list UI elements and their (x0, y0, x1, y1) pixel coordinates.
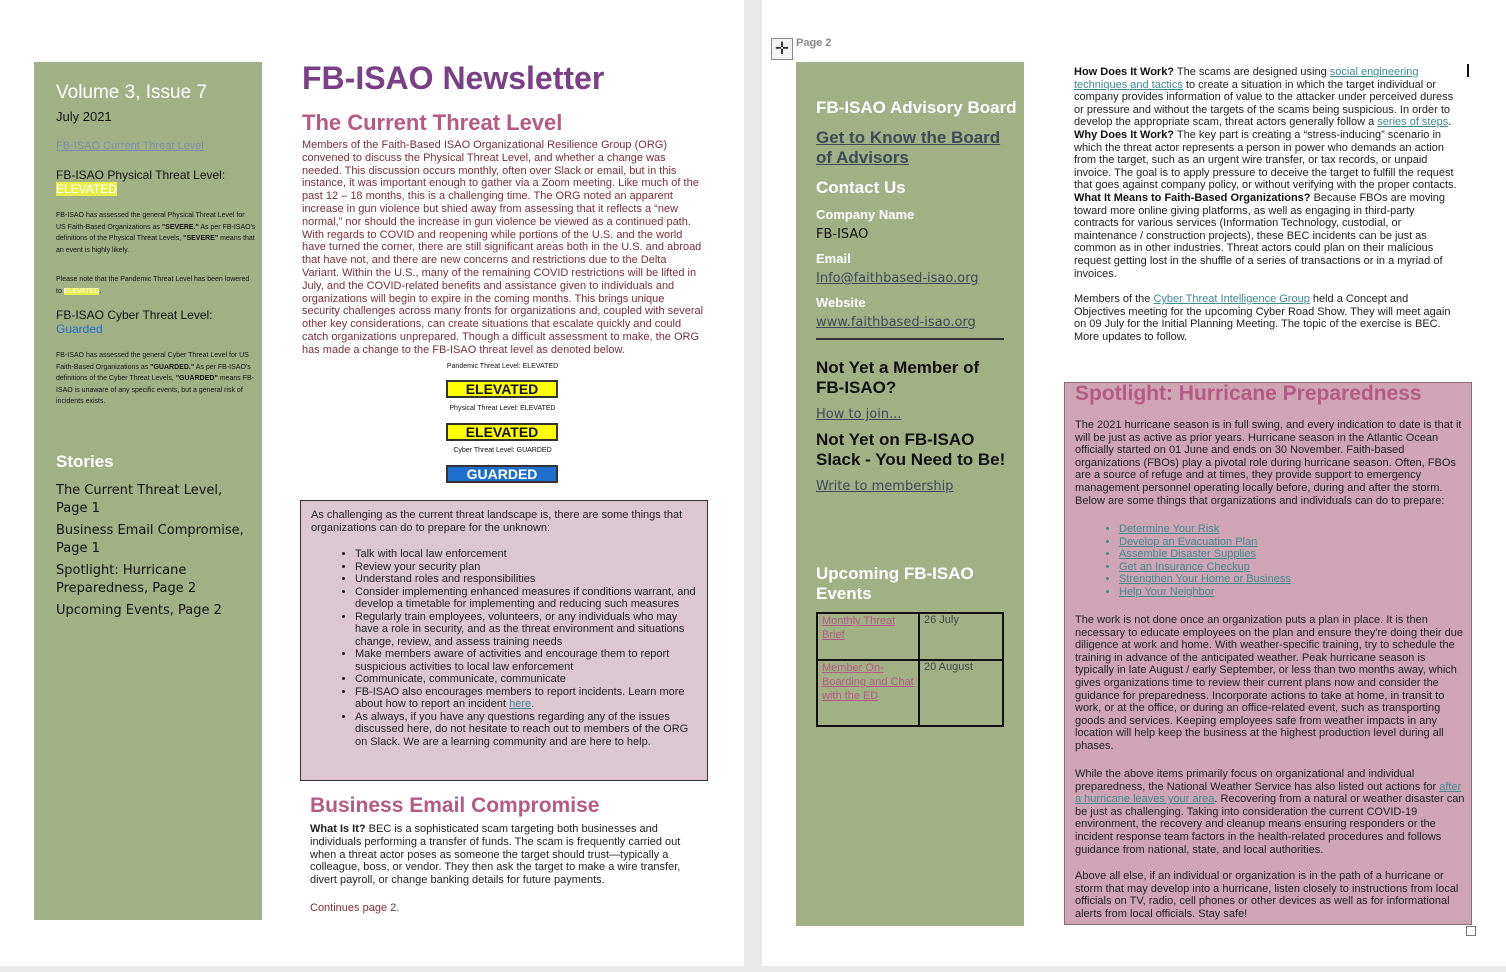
list-item: • Regularly train employees, volunteers, or any individuals who may have a role in security, and as the threat environment and situations change, review, and assess training needs (355, 611, 700, 649)
threat-level-body: Members of the Faith-Based ISAO Organizational Resilience Group (ORG) convened to discuss the Physical Threat Level, and whether a change was needed. This discussion occurs monthly, often over Slack or email, but in this instance, it was important enough to gather via a Zoom meeting. Like much of the past 12 – 18 months, this is a challenging time. The ORG noted an apparent increase in gun violence but shied away from assessing that it reflects a “new normal,” nor should the increase in gun violence be viewed as a continued path. With regards to COVID and reopening while portions of the U.S. and the world have turned the corner, there are still significant areas both in the U.S. and abroad that have not, and there are new concerns and restrictions due to the Delta Variant. Within the U.S., many of the remaining COVID restrictions will be lifted in July, and the COVID-related benefits and assistance given to individuals and organizations will begin to expire in the coming months. This brings unique security challenges across many fronts for organizations and, coupled with several other key considerations, can create situations that escalate quickly and could catch organizations unprepared. Though a difficult assessment to make, the ORG has made a change to the FB-ISAO threat level as denoted below. (302, 139, 704, 356)
story-item: The Current Threat Level, Page 1 (56, 483, 223, 516)
how-paragraph: How Does It Work? The scams are designed using social engineering techniques and tactics to create a situation in which the target individual or company provides information of value to the attacker under perceived duress or pressure and without the targets of the scams being suspicious. In order to develop the appropriate scam, threat actors generally follow a series of steps. (1074, 66, 1454, 129)
event-link[interactable]: Member On-Boarding and Chat with the ED (817, 660, 919, 726)
stories-heading: Stories (56, 452, 114, 471)
social-engineering-link[interactable]: social engineering techniques and tactics (1074, 66, 1419, 91)
slack-title: Not Yet on FB-ISAO Slack - You Need to Be! (816, 430, 1006, 469)
page-2-label: Page 2 (796, 37, 832, 49)
stories-list (56, 482, 256, 624)
text-cursor (1467, 64, 1469, 77)
list-item: • Understand roles and responsibilities (355, 573, 700, 586)
pandemic-note: Please note that the Pandemic Threat Level has been lowered to ELEVATED. (56, 276, 250, 295)
events-table (816, 612, 1004, 727)
list-item: • Talk with local law enforcement (355, 548, 700, 561)
why-paragraph: Why Does It Work? The key part is creating a “stress-inducing” scenario in which the threat actor represents a person in power who demands an action from the target, such as an urgent wire transfer, or tax records, or unpaid invoice. The goal is to apply pressure to deceive the target to fulfill the request that goes against company policy, or without verifying with the proper contacts. (1074, 128, 1457, 192)
physical-threat-text: FB-ISAO has assessed the general Physical Threat Level for US Faith-Based Organizations as "SEVERE." As per FB-ISAO's definitions of the Physical Threat Levels, "SEVERE" means that an event is highly likely. (56, 212, 256, 254)
physical-threat-heading: FB-ISAO Physical Threat Level: ELEVATED (56, 168, 226, 196)
company-label: Company Name (816, 207, 915, 222)
event-link[interactable]: Monthly Threat Brief (817, 613, 919, 660)
table-row (817, 660, 1003, 726)
physical-threat-value: ELEVATED (56, 182, 117, 196)
members-paragraph: Members of the Cyber Threat Intelligence Group held a Concept and Objectives meeting for the upcoming Cyber Road Show. They will meet again on 09 July for the Initial Planning Meeting. The topic of the exercise is BEC. More updates to follow. (1074, 293, 1451, 343)
join-link[interactable]: How to join... (816, 407, 902, 422)
advisory-title: FB-ISAO Advisory Board (816, 98, 1017, 117)
after-hurricane-link[interactable]: after a hurricane leaves your area (1075, 780, 1462, 806)
callout-list (355, 548, 700, 748)
what-paragraph: What It Means to Faith-Based Organizations? Because FBOs are moving toward more online giving platforms, as well as engaging in third-party contracts for various services (Information Technology, custodial, or maintenance / construction projects), these BEC incidents can be just as common as in other industries. Threat actors could plan on their malicious request getting lost in the shuffle of a series of transactions or in a myriad of invoices. (1074, 191, 1446, 280)
cyber-threat-value: Guarded (56, 322, 103, 336)
prep-link[interactable]: • Develop an Evacuation Plan (1119, 536, 1439, 549)
bec-title: Business Email Compromise (310, 794, 600, 817)
list-item: • Consider implementing enhanced measures if conditions warrant, and develop a timetable for implementing and reducing such measures (355, 586, 700, 611)
email-label: Email (816, 251, 851, 266)
prep-link[interactable]: • Strengthen Your Home or Business (1119, 573, 1439, 586)
bec-continued (1074, 66, 1462, 343)
list-item: • Communicate, communicate, communicate (355, 673, 700, 686)
physical-level-badge: ELEVATED (446, 423, 558, 441)
preparedness-links (1119, 523, 1439, 599)
member-title: Not Yet a Member of FB-ISAO? (816, 358, 980, 397)
pandemic-value: ELEVATED (63, 287, 100, 295)
prep-link[interactable]: • Assemble Disaster Supplies (1119, 548, 1439, 561)
cyber-level-badge: GUARDED (446, 465, 558, 483)
page2-sidebar (796, 62, 1024, 926)
issue-date: July 2021 (56, 109, 112, 124)
bec-body: What Is It? BEC is a sophisticated scam targeting both businesses and individuals performing a transfer of funds. The scam is frequently carried out when a threat actor poses as someone the target should trust—typically a colleague, boss, or vendor. They then ask the target to make a wire transfer, divert payroll, or change banking details for future payments. (310, 823, 681, 887)
level-caption: Physical Threat Level: ELEVATED (449, 405, 556, 412)
spotlight-intro: The 2021 hurricane season is in full swing, and every indication to date is that it will be just as active as prior years. Hurricane season in the Atlantic Ocean officially started on 01 June and ends on 30 November. Faith-based organizations (FBOs) play a pivotal role during hurricane season. Often, FBOs are a source of refuge and at times, they provide support to emergency management personnel operating locally before, during and after the storm. Below are some things that organizations and individuals can do to prepare: (1075, 419, 1462, 507)
level-caption: Pandemic Threat Level: ELEVATED (446, 363, 559, 370)
cyber-threat-heading: FB-ISAO Cyber Threat Level: Guarded (56, 308, 213, 336)
story-item: Business Email Compromise, Page 1 (56, 523, 244, 556)
divider (816, 338, 1004, 340)
contact-title: Contact Us (816, 178, 906, 197)
spotlight-title: Spotlight: Hurricane Preparedness (1075, 382, 1422, 405)
list-item: • As always, if you have any questions regarding any of the issues discussed here, do not hesitate to reach out to members of the ORG on Slack. We are a learning community and are here to help. (355, 711, 700, 749)
prep-link[interactable]: • Determine Your Risk (1119, 523, 1439, 536)
move-handle-icon[interactable]: ✛ (771, 38, 793, 60)
company-value: FB-ISAO (816, 227, 869, 242)
website-label: Website (816, 295, 866, 310)
story-item: Upcoming Events, Page 2 (56, 603, 222, 618)
cyber-threat-group-link[interactable]: Cyber Threat Intelligence Group (1153, 293, 1310, 306)
cyber-threat-text: FB-ISAO has assessed the general Cyber Threat Level for US Faith-Based Organizations as "GUARDED." As per FB-ISAO's definitions of the Cyber Threat Levels, "GUARDED" means FB-ISAO is unaware of any specific events, but a general risk of incidents exists. (56, 352, 254, 405)
callout-intro: As challenging as the current threat landscape is, there are some things that organizations can do to prepare for the unknown: (311, 509, 683, 534)
spotlight-paragraph: The work is not done once an organization puts a plan in place. It is then necessary to educate employees on the plan and ensure they're doing their due diligence at work and home. With weather-specific training, try to schedule the training in advance of the anticipated weather. Peak hurricane season is typically in late August / early September, or less than two months away, which gives organizations time to review their current plans now and consider the guidance for preparedness. Incorporate actions to take at home, in transit to work, or at the office, or during an office-related event, such as transporting goods and services. Keeping employees safe from weather impacts in any location will help keep the business at the highest production level during all phases. (1075, 614, 1463, 752)
email-link[interactable]: Info@faithbased-isao.org (816, 271, 979, 286)
list-item: • Review your security plan (355, 561, 700, 574)
spotlight-paragraph: Above all else, if an individual or organization is in the path of a hurricane or storm that may develop into a hurricane, listen closely to instructions from local officials on TV, radio, cell phones or other devices as well as for informational alerts from local officials. Stay safe! (1075, 870, 1459, 920)
table-row (817, 613, 1003, 660)
here-link[interactable]: here (509, 698, 532, 710)
page1-sidebar (34, 62, 262, 920)
series-of-steps-link[interactable]: series of steps (1377, 116, 1449, 129)
threat-level-title: The Current Threat Level (302, 110, 563, 135)
continues-note: Continues page 2. (310, 902, 400, 914)
current-threat-link[interactable]: FB-ISAO Current Threat Level (56, 140, 204, 152)
prep-link[interactable]: • Get an Insurance Checkup (1119, 561, 1439, 574)
website-link[interactable]: www.faithbased-isao.org (816, 315, 976, 330)
event-date: 26 July (919, 613, 1003, 660)
board-link[interactable]: Get to Know the Board of Advisors (816, 128, 1001, 167)
newsletter-title: FB-ISAO Newsletter (302, 60, 605, 96)
story-item: Spotlight: Hurricane Preparedness, Page 2 (56, 563, 197, 596)
volume-issue: Volume 3, Issue 7 (56, 82, 208, 103)
level-caption: Cyber Threat Level: GUARDED (453, 447, 552, 454)
resize-handle-icon[interactable] (1466, 926, 1476, 936)
list-item: • FB-ISAO also encourages members to report incidents. Learn more about how to report an incident here. (355, 686, 700, 711)
pandemic-level-badge: ELEVATED (446, 380, 558, 398)
prep-link[interactable]: • Help Your Neighbor (1119, 586, 1439, 599)
preparedness-callout (300, 500, 708, 781)
spotlight-box (1064, 382, 1472, 925)
event-date: 20 August (919, 660, 1003, 726)
membership-link[interactable]: Write to membership (816, 479, 954, 494)
spotlight-paragraph: While the above items primarily focus on organizational and individual preparedness, the National Weather Service has also listed out actions for after a hurricane leaves your area. Recovering from a natural or weather disaster can be just as challenging. Taking into consideration the current COVID-19 environment, the recovery and cleanup means ensuring responders or the incident response team factors in the health-related procedures and follows guidance from national, state, and local authorities. (1075, 768, 1465, 856)
list-item: • Make members aware of activities and encourage them to report suspicious activities to local law enforcement (355, 648, 700, 673)
events-title: Upcoming FB-ISAO Events (816, 564, 974, 603)
